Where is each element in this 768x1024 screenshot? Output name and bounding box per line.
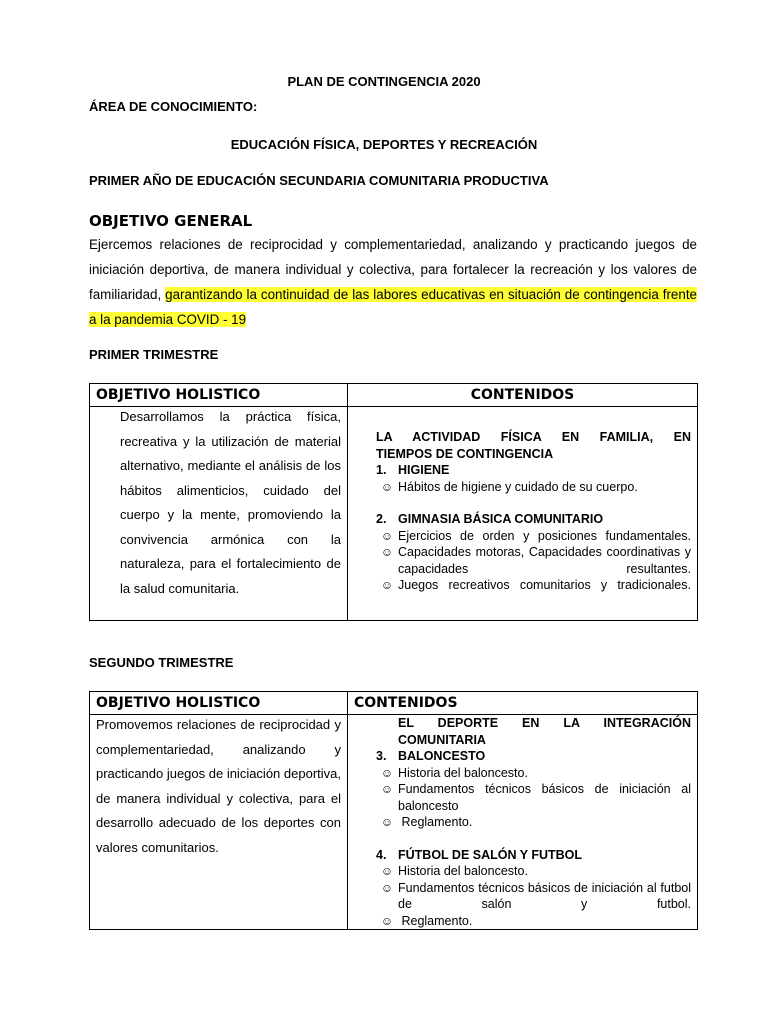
smiley-bullet-icon: ☺: [380, 479, 394, 494]
t1-holistic-text: Desarrollamos la práctica física, recreativa y la utilización de material alternativo, mediante el análisis de los hábitos alimenticios, cuidado del cuerpo y la mente, promoviendo la convivencia armónica con la naturaleza, para el fortalecimiento de la salud comunitaria.: [120, 409, 341, 596]
trimester1-label: PRIMER TRIMESTRE: [89, 347, 219, 362]
document-title: PLAN DE CONTINGENCIA 2020: [287, 74, 481, 89]
t2-holistic-cell: [90, 715, 348, 930]
t2-col2-header: CONTENIDOS: [348, 692, 698, 715]
t2-section-title-line2: COMUNITARIA: [398, 732, 486, 747]
t1-col2-header: CONTENIDOS: [348, 384, 698, 407]
list-item: ☺ Juegos recreativos comunitarios y tradicionales.: [376, 577, 691, 594]
t2-col1-header: OBJETIVO HOLISTICO: [90, 692, 348, 715]
t2-topic-3: 3. BALONCESTO: [376, 749, 486, 763]
smiley-bullet-icon: ☺: [380, 913, 394, 928]
list-item: ☺ Reglamento.: [376, 814, 691, 831]
smiley-bullet-icon: ☺: [380, 765, 394, 780]
list-item: ☺ Historia del baloncesto.: [376, 765, 691, 782]
smiley-bullet-icon: ☺: [380, 782, 394, 796]
t2-contents-cell: [348, 715, 698, 930]
smiley-bullet-icon: ☺: [380, 815, 394, 829]
t1-contents-cell: [348, 407, 698, 621]
objective-highlight: garantizando la continuidad de las labores educativas en situación de contingencia frente a la pandemia COVID - 19: [89, 287, 697, 327]
t1-col1-header: OBJETIVO HOLISTICO: [90, 384, 348, 407]
list-item: ☺ Hábitos de higiene y cuidado de su cuerpo.: [376, 479, 691, 496]
smiley-bullet-icon: ☺: [380, 545, 394, 559]
grade-heading: PRIMER AÑO DE EDUCACIÓN SECUNDARIA COMUNITARIA PRODUCTIVA: [89, 173, 549, 188]
list-item: ☺ Capacidades motoras, Capacidades coordinativas y capacidades resultantes.: [376, 544, 691, 577]
t1-topic-1: 1. HIGIENE: [376, 463, 450, 477]
trimester2-label: SEGUNDO TRIMESTRE: [89, 655, 234, 670]
area-label: ÁREA DE CONOCIMIENTO:: [89, 99, 258, 114]
list-item: ☺ Ejercicios de orden y posiciones fundamentales.: [376, 528, 691, 545]
list-item: ☺ Fundamentos técnicos básicos de iniciación al baloncesto: [376, 781, 691, 814]
list-item: ☺ Historia del baloncesto.: [376, 863, 691, 880]
t2-topic-4: 4. FÚTBOL DE SALÓN Y FUTBOL: [376, 847, 583, 862]
objective-heading: OBJETIVO GENERAL: [89, 212, 253, 230]
t1-section-title-line2: TIEMPOS DE CONTINGENCIA: [376, 446, 554, 461]
list-item: ☺ Reglamento.: [376, 913, 691, 930]
smiley-bullet-icon: ☺: [380, 880, 394, 895]
smiley-bullet-icon: ☺: [380, 578, 394, 592]
smiley-bullet-icon: ☺: [380, 528, 394, 543]
trimester1-table: [89, 383, 698, 621]
smiley-bullet-icon: ☺: [380, 864, 394, 878]
t1-section-title-line1: LA ACTIVIDAD FÍSICA EN FAMILIA, EN: [376, 430, 691, 444]
objective-paragraph: [89, 232, 697, 332]
objective-text: Ejercemos relaciones de reciprocidad y complementariedad, analizando y practicando juegos de iniciación deportiva, de manera individual y colectiva, para fortalecer la recreación y los valores de familiaridad,: [89, 237, 697, 302]
list-item: ☺ Fundamentos técnicos básicos de iniciación al futbol de salón y futbol.: [376, 880, 691, 913]
t1-holistic-cell: [90, 407, 348, 621]
trimester2-table: [89, 691, 698, 930]
area-name: EDUCACIÓN FÍSICA, DEPORTES Y RECREACIÓN: [230, 137, 538, 152]
t2-holistic-text: Promovemos relaciones de reciprocidad y complementariedad, analizando y practicando juegos de iniciación deportiva, de manera individual y colectiva, para el desarrollo adecuado de los deportes con valores comunitarios.: [96, 717, 341, 855]
t2-section-title-line1: EL DEPORTE EN LA INTEGRACIÓN: [398, 716, 691, 730]
t1-topic-2: 2. GIMNASIA BÁSICA COMUNITARIO: [376, 512, 604, 526]
